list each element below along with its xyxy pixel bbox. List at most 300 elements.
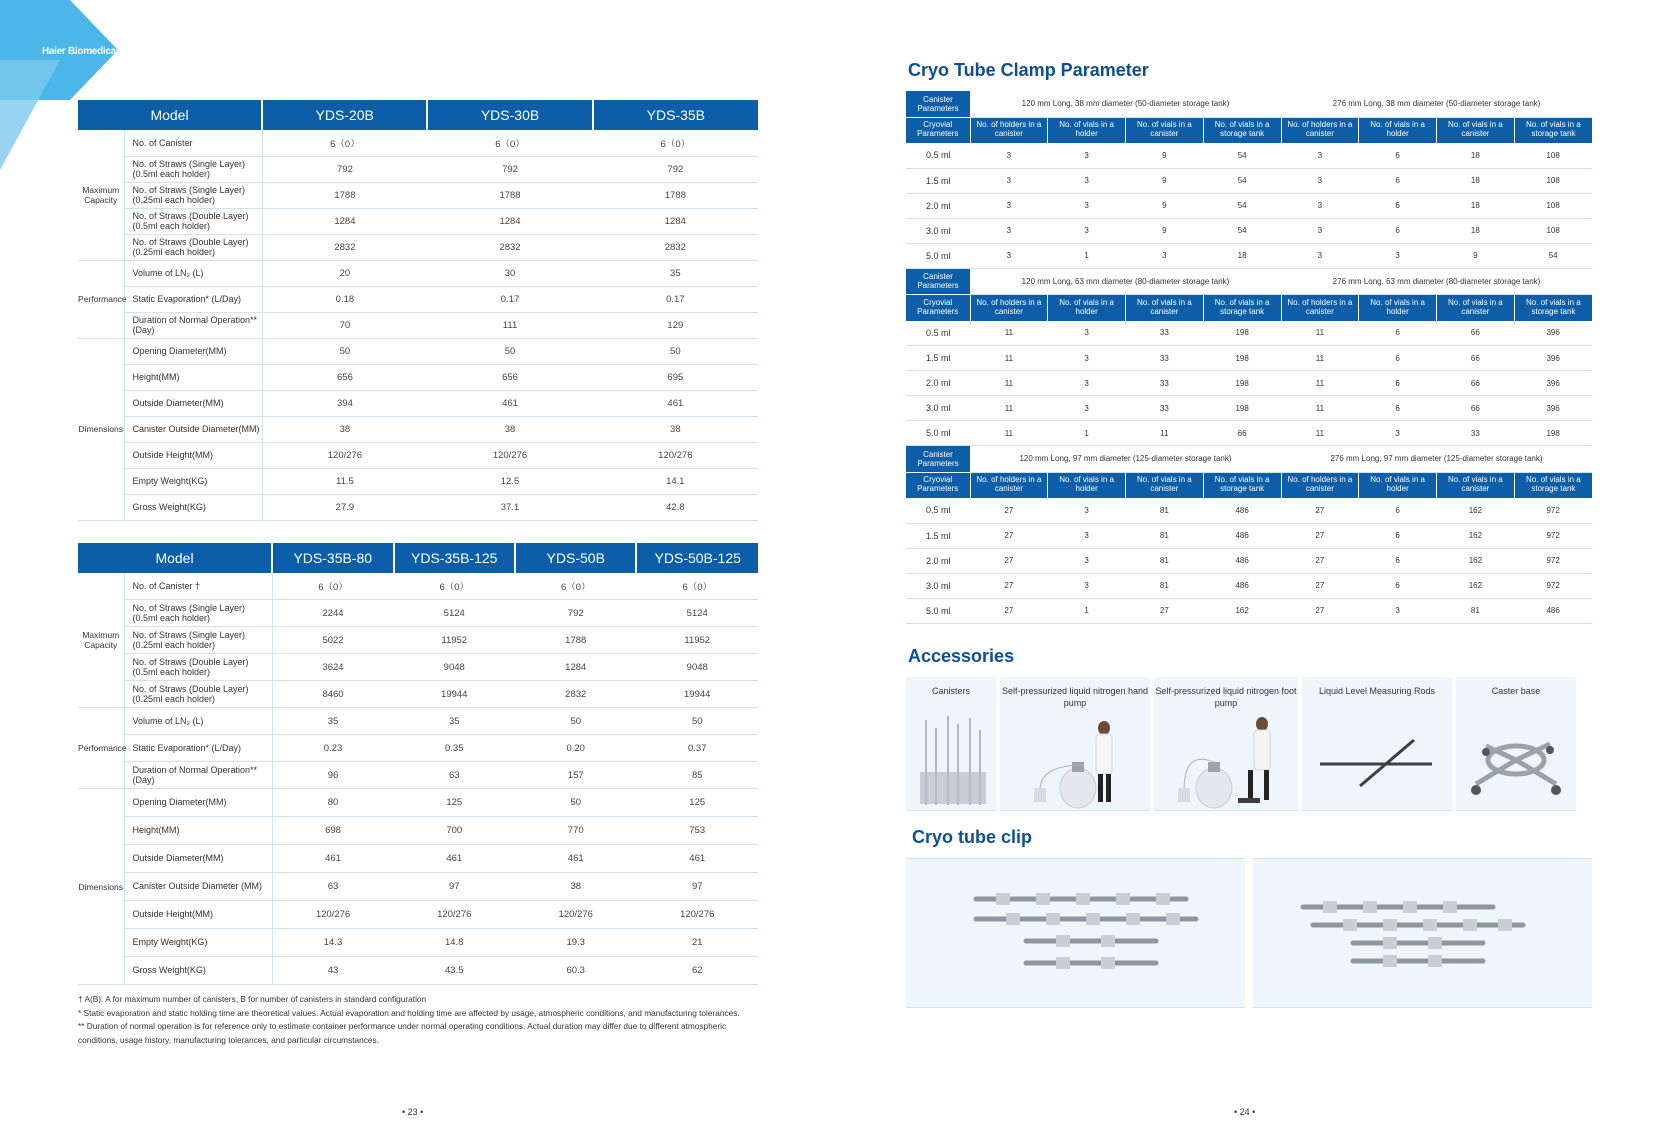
clamp-column-header: No. of holders in a canister xyxy=(970,117,1048,143)
param-label: No. of Straws (Double Layer) (0.25ml each holder) xyxy=(124,234,262,260)
clamp-value: 27 xyxy=(970,498,1048,523)
canisters-image xyxy=(906,710,996,810)
clamp-value: 3 xyxy=(1048,498,1126,523)
clamp-value: 3 xyxy=(1281,143,1359,168)
spec-value: 14.8 xyxy=(394,929,515,957)
clamp-value: 11 xyxy=(1281,421,1359,446)
spec-table-2 xyxy=(78,543,758,986)
spec-value: 43 xyxy=(272,957,393,985)
clamp-value: 108 xyxy=(1514,168,1592,193)
clamp-value: 162 xyxy=(1437,548,1515,573)
param-label: Volume of LN₂ (L) xyxy=(124,708,272,735)
spec-table-2-body xyxy=(78,573,758,985)
vial-size: 1.5 ml xyxy=(906,523,970,548)
level-rods-image xyxy=(1302,710,1452,810)
clamp-value: 3 xyxy=(1048,321,1126,346)
vial-size: 3.0 ml xyxy=(906,218,970,243)
model-header: Model xyxy=(78,543,272,573)
clamp-row xyxy=(906,321,1592,346)
clamp-value: 11 xyxy=(1281,396,1359,421)
spec-row xyxy=(78,416,758,442)
clamp-value: 486 xyxy=(1203,523,1281,548)
param-label: No. of Straws (Single Layer) (0.5ml each holder) xyxy=(124,600,272,627)
param-label: Empty Weight(KG) xyxy=(124,468,262,494)
clamp-value: 66 xyxy=(1437,371,1515,396)
clamp-value: 3 xyxy=(1048,371,1126,396)
spec-value: 21 xyxy=(636,929,758,957)
spec-row xyxy=(78,286,758,312)
clamp-column-header: No. of vials in a holder xyxy=(1048,295,1126,321)
clamp-value: 3 xyxy=(1281,168,1359,193)
spec-value: 0.20 xyxy=(515,735,636,762)
canister-parameters-label: Canister Parameters xyxy=(906,446,970,472)
spec-table-1 xyxy=(78,100,758,521)
canister-spec-left: 120 mm Long, 38 mm diameter (50-diameter storage tank) xyxy=(970,91,1281,117)
accessory-hand-pump xyxy=(1000,677,1150,811)
clamp-value: 54 xyxy=(1203,218,1281,243)
page-number-left: • 23 • xyxy=(402,1107,424,1117)
clamp-value: 486 xyxy=(1203,573,1281,598)
clamp-value: 33 xyxy=(1126,371,1204,396)
clamp-value: 6 xyxy=(1359,193,1437,218)
spec-table-1-body xyxy=(78,130,758,520)
spec-value: 461 xyxy=(636,845,758,873)
spec-value: 80 xyxy=(272,789,393,817)
spec-row xyxy=(78,654,758,681)
clamp-value: 11 xyxy=(1281,321,1359,346)
clamp-column-header: No. of vials in a storage tank xyxy=(1203,472,1281,498)
spec-value: 0.17 xyxy=(593,286,758,312)
clamp-value: 486 xyxy=(1203,548,1281,573)
clamp-value: 33 xyxy=(1126,346,1204,371)
clamp-value: 6 xyxy=(1359,143,1437,168)
clamp-row xyxy=(906,498,1592,523)
spec-value: 85 xyxy=(636,762,758,789)
clamp-column-header: No. of vials in a holder xyxy=(1048,472,1126,498)
cryovial-header-row xyxy=(906,117,1592,143)
clamp-row xyxy=(906,548,1592,573)
vial-size: 5.0 ml xyxy=(906,421,970,446)
clamp-row xyxy=(906,193,1592,218)
spec-value: 695 xyxy=(593,364,758,390)
model-column-header: YDS-35B-125 xyxy=(394,543,515,573)
clamp-table xyxy=(906,91,1592,269)
clamp-value: 3 xyxy=(970,168,1048,193)
spec-value: 19.3 xyxy=(515,929,636,957)
spec-value: 14.1 xyxy=(593,468,758,494)
spec-value: 461 xyxy=(272,845,393,873)
spec-row xyxy=(78,130,758,156)
spec-table-1-header xyxy=(78,100,758,130)
clamp-value: 11 xyxy=(1126,421,1204,446)
clamp-value: 11 xyxy=(1281,346,1359,371)
clamp-value: 3 xyxy=(970,143,1048,168)
cryovial-parameters-label: Cryovial Parameters xyxy=(906,295,970,321)
canister-header-row xyxy=(906,269,1592,295)
param-label: Gross Weight(KG) xyxy=(124,494,262,520)
left-page xyxy=(78,100,758,1048)
spec-row xyxy=(78,929,758,957)
clamp-column-header: No. of vials in a canister xyxy=(1126,117,1204,143)
param-label: Volume of LN₂ (L) xyxy=(124,260,262,286)
spec-value: 792 xyxy=(515,600,636,627)
cryovial-parameters-label: Cryovial Parameters xyxy=(906,117,970,143)
group-label: Performance xyxy=(78,708,124,789)
spec-value: 38 xyxy=(427,416,592,442)
spec-row xyxy=(78,735,758,762)
spec-value: 2832 xyxy=(427,234,592,260)
clamp-value: 3 xyxy=(1359,598,1437,623)
canister-spec-right: 276 mm Long, 97 mm diameter (125-diameter storage tank) xyxy=(1281,446,1592,472)
clamp-value: 6 xyxy=(1359,346,1437,371)
clamp-value: 11 xyxy=(970,396,1048,421)
param-label: No. of Straws (Single Layer) (0.5ml each holder) xyxy=(124,156,262,182)
hand-pump-image xyxy=(1000,710,1150,810)
clamp-column-header: No. of vials in a canister xyxy=(1126,295,1204,321)
clamp-value: 9 xyxy=(1126,143,1204,168)
spec-value: 20 xyxy=(262,260,427,286)
cryo-clip-image-2 xyxy=(1253,858,1592,1008)
canister-header-row xyxy=(906,91,1592,117)
clamp-value: 6 xyxy=(1359,498,1437,523)
spec-value: 60.3 xyxy=(515,957,636,985)
spec-value: 0.17 xyxy=(427,286,592,312)
spec-value: 97 xyxy=(636,873,758,901)
clamp-value: 162 xyxy=(1203,598,1281,623)
clamp-title: Cryo Tube Clamp Parameter xyxy=(908,60,1149,80)
spec-value: 700 xyxy=(394,817,515,845)
canister-header-row xyxy=(906,446,1592,472)
spec-value: 6（0） xyxy=(636,573,758,600)
clamp-value: 396 xyxy=(1514,346,1592,371)
cryo-clip-image xyxy=(906,859,1245,1009)
clamp-value: 6 xyxy=(1359,548,1437,573)
vial-size: 0.5 ml xyxy=(906,321,970,346)
footnote: † A(B): A for maximum number of canisters, B for number of canisters in standard configuration xyxy=(78,994,427,1004)
clamp-column-header: No. of vials in a storage tank xyxy=(1203,117,1281,143)
param-label: No. of Straws (Single Layer) (0.25ml each holder) xyxy=(124,182,262,208)
spec-value: 96 xyxy=(272,762,393,789)
spec-row xyxy=(78,182,758,208)
spec-value: 50 xyxy=(636,708,758,735)
clamp-column-header: No. of vials in a canister xyxy=(1126,472,1204,498)
clamp-column-header: No. of vials in a storage tank xyxy=(1514,117,1592,143)
clamp-column-header: No. of vials in a canister xyxy=(1437,472,1515,498)
spec-value: 5124 xyxy=(394,600,515,627)
accessory-label: Liquid Level Measuring Rods xyxy=(1318,685,1436,696)
spec-value: 394 xyxy=(262,390,427,416)
spec-row xyxy=(78,156,758,182)
clamp-value: 27 xyxy=(970,523,1048,548)
clamp-value: 54 xyxy=(1203,168,1281,193)
spec-value: 14.3 xyxy=(272,929,393,957)
clamp-value: 66 xyxy=(1437,321,1515,346)
group-label: Dimensions xyxy=(78,338,124,520)
spec-value: 38 xyxy=(262,416,427,442)
group-label: Maximum Capacity xyxy=(78,130,124,260)
spec-value: 50 xyxy=(262,338,427,364)
clamp-value: 162 xyxy=(1437,523,1515,548)
clamp-value: 81 xyxy=(1126,548,1204,573)
spec-value: 97 xyxy=(394,873,515,901)
spec-row xyxy=(78,957,758,985)
spec-row xyxy=(78,468,758,494)
spec-value: 2832 xyxy=(262,234,427,260)
clamp-value: 9 xyxy=(1437,243,1515,268)
clamp-tables xyxy=(906,91,1592,624)
group-label: Performance xyxy=(78,260,124,338)
clamp-row xyxy=(906,243,1592,268)
spec-value: 35 xyxy=(394,708,515,735)
spec-value: 70 xyxy=(262,312,427,338)
spec-value: 656 xyxy=(427,364,592,390)
right-page xyxy=(906,60,1592,1008)
param-label: Gross Weight(KG) xyxy=(124,957,272,985)
spec-value: 120/276 xyxy=(515,901,636,929)
spec-value: 5022 xyxy=(272,627,393,654)
spec-value: 11.5 xyxy=(262,468,427,494)
spec-row xyxy=(78,390,758,416)
spec-value: 157 xyxy=(515,762,636,789)
spec-value: 42.8 xyxy=(593,494,758,520)
clamp-row xyxy=(906,346,1592,371)
clamp-value: 66 xyxy=(1203,421,1281,446)
clamp-value: 11 xyxy=(970,321,1048,346)
spec-value: 9048 xyxy=(636,654,758,681)
accessory-label: Caster base xyxy=(1491,685,1541,696)
clamp-value: 18 xyxy=(1437,193,1515,218)
spec-value: 35 xyxy=(272,708,393,735)
clamp-table xyxy=(906,269,1592,447)
clamp-value: 33 xyxy=(1126,321,1204,346)
clamp-value: 3 xyxy=(1048,143,1126,168)
clamp-row xyxy=(906,573,1592,598)
canister-spec-left: 120 mm Long, 63 mm diameter (80-diameter storage tank) xyxy=(970,269,1281,295)
spec-value: 1284 xyxy=(262,208,427,234)
spec-value: 2244 xyxy=(272,600,393,627)
clamp-value: 162 xyxy=(1437,573,1515,598)
clamp-value: 66 xyxy=(1437,396,1515,421)
spec-value: 770 xyxy=(515,817,636,845)
clamp-value: 972 xyxy=(1514,523,1592,548)
clamp-value: 108 xyxy=(1514,193,1592,218)
spec-value: 461 xyxy=(427,390,592,416)
accessory-foot-pump xyxy=(1154,677,1298,811)
spec-value: 1788 xyxy=(262,182,427,208)
spec-value: 62 xyxy=(636,957,758,985)
accessory-label: Self-pressurized liquid nitrogen foot pump xyxy=(1155,685,1297,709)
vial-size: 2.0 ml xyxy=(906,371,970,396)
spec-value: 0.23 xyxy=(272,735,393,762)
clamp-row xyxy=(906,168,1592,193)
clamp-value: 33 xyxy=(1437,421,1515,446)
param-label: Empty Weight(KG) xyxy=(124,929,272,957)
spec-row xyxy=(78,208,758,234)
clamp-value: 396 xyxy=(1514,371,1592,396)
spec-value: 125 xyxy=(636,789,758,817)
clamp-value: 6 xyxy=(1359,371,1437,396)
clamp-value: 6 xyxy=(1359,573,1437,598)
param-label: No. of Straws (Single Layer) (0.25ml each holder) xyxy=(124,627,272,654)
spec-row xyxy=(78,442,758,468)
canister-spec-right: 276 mm Long, 63 mm diameter (80-diameter storage tank) xyxy=(1281,269,1592,295)
clamp-column-header: No. of holders in a canister xyxy=(970,472,1048,498)
param-label: No. of Canister † xyxy=(124,573,272,600)
clamp-row xyxy=(906,143,1592,168)
clamp-column-header: No. of vials in a storage tank xyxy=(1203,295,1281,321)
spec-row xyxy=(78,708,758,735)
clamp-value: 33 xyxy=(1126,396,1204,421)
accessories-row xyxy=(906,677,1592,811)
spec-value: 37.1 xyxy=(427,494,592,520)
clamp-value: 81 xyxy=(1126,523,1204,548)
clamp-value: 27 xyxy=(1281,573,1359,598)
spec-value: 6（0） xyxy=(593,130,758,156)
clamp-value: 162 xyxy=(1437,498,1515,523)
spec-value: 1788 xyxy=(427,182,592,208)
param-label: Outside Height(MM) xyxy=(124,442,262,468)
clamp-row xyxy=(906,523,1592,548)
clamp-value: 11 xyxy=(970,371,1048,396)
model-header: Model xyxy=(78,100,262,130)
param-label: Duration of Normal Operation** (Day) xyxy=(124,312,262,338)
clamp-value: 972 xyxy=(1514,548,1592,573)
spec-row xyxy=(78,627,758,654)
brand-logo: Haier Biomedical xyxy=(42,46,119,57)
spec-row xyxy=(78,234,758,260)
vial-size: 0.5 ml xyxy=(906,143,970,168)
clamp-value: 6 xyxy=(1359,396,1437,421)
clamp-value: 18 xyxy=(1437,143,1515,168)
group-label: Dimensions xyxy=(78,789,124,985)
clamp-value: 1 xyxy=(1048,598,1126,623)
spec-value: 461 xyxy=(593,390,758,416)
spec-table-2-header xyxy=(78,543,758,573)
clamp-value: 1 xyxy=(1048,243,1126,268)
spec-value: 656 xyxy=(262,364,427,390)
clamp-value: 108 xyxy=(1514,218,1592,243)
spec-value: 792 xyxy=(262,156,427,182)
clip-title: Cryo tube clip xyxy=(912,826,1033,847)
cryovial-header-row xyxy=(906,472,1592,498)
spec-value: 6（0） xyxy=(262,130,427,156)
clamp-value: 3 xyxy=(1281,218,1359,243)
clamp-value: 198 xyxy=(1514,421,1592,446)
spec-value: 0.18 xyxy=(262,286,427,312)
spec-value: 461 xyxy=(515,845,636,873)
clamp-value: 3 xyxy=(970,218,1048,243)
spec-value: 6（0） xyxy=(427,130,592,156)
accessories-title: Accessories xyxy=(908,645,1015,666)
vial-size: 2.0 ml xyxy=(906,193,970,218)
clamp-column-header: No. of vials in a holder xyxy=(1048,117,1126,143)
spec-row xyxy=(78,873,758,901)
spec-row xyxy=(78,364,758,390)
cryovial-header-row xyxy=(906,295,1592,321)
clamp-value: 9 xyxy=(1126,193,1204,218)
foot-pump-image xyxy=(1154,710,1298,810)
accessory-canisters xyxy=(906,677,996,811)
clamp-value: 198 xyxy=(1203,396,1281,421)
spec-value: 63 xyxy=(394,762,515,789)
spec-row xyxy=(78,573,758,600)
clamp-value: 1 xyxy=(1048,421,1126,446)
param-label: Height(MM) xyxy=(124,364,262,390)
clamp-value: 27 xyxy=(970,598,1048,623)
vial-size: 3.0 ml xyxy=(906,573,970,598)
clamp-column-header: No. of vials in a canister xyxy=(1437,117,1515,143)
spec-row xyxy=(78,681,758,708)
clamp-row xyxy=(906,218,1592,243)
clamp-value: 81 xyxy=(1126,498,1204,523)
accessory-label: Canisters xyxy=(931,685,970,696)
param-label: Outside Diameter(MM) xyxy=(124,845,272,873)
spec-value: 35 xyxy=(593,260,758,286)
clamp-column-header: No. of vials in a canister xyxy=(1437,295,1515,321)
clamp-value: 27 xyxy=(1281,523,1359,548)
vial-size: 0.5 ml xyxy=(906,498,970,523)
clamp-value: 198 xyxy=(1203,371,1281,396)
clamp-column-header: No. of vials in a holder xyxy=(1359,472,1437,498)
cryovial-parameters-label: Cryovial Parameters xyxy=(906,472,970,498)
clamp-value: 27 xyxy=(970,548,1048,573)
model-column-header: YDS-30B xyxy=(427,100,592,130)
clamp-value: 3 xyxy=(1281,193,1359,218)
spec-value: 1788 xyxy=(593,182,758,208)
param-label: Opening Diameter(MM) xyxy=(124,338,262,364)
spec-value: 6（0） xyxy=(394,573,515,600)
spec-value: 9048 xyxy=(394,654,515,681)
param-label: Outside Diameter(MM) xyxy=(124,390,262,416)
param-label: Canister Outside Diameter (MM) xyxy=(124,873,272,901)
spec-value: 0.37 xyxy=(636,735,758,762)
clip-row xyxy=(906,858,1592,1008)
spec-value: 129 xyxy=(593,312,758,338)
spec-value: 120/276 xyxy=(272,901,393,929)
spec-value: 698 xyxy=(272,817,393,845)
clamp-value: 11 xyxy=(1281,371,1359,396)
spec-value: 1284 xyxy=(515,654,636,681)
vial-size: 3.0 ml xyxy=(906,396,970,421)
clamp-value: 11 xyxy=(970,346,1048,371)
clamp-value: 486 xyxy=(1203,498,1281,523)
spec-value: 120/276 xyxy=(394,901,515,929)
clamp-value: 6 xyxy=(1359,218,1437,243)
spec-value: 1284 xyxy=(427,208,592,234)
clamp-column-header: No. of holders in a canister xyxy=(1281,472,1359,498)
param-label: Outside Height(MM) xyxy=(124,901,272,929)
spec-row xyxy=(78,600,758,627)
spec-value: 792 xyxy=(593,156,758,182)
spec-value: 6（0） xyxy=(515,573,636,600)
vial-size: 2.0 ml xyxy=(906,548,970,573)
clamp-column-header: No. of holders in a canister xyxy=(1281,117,1359,143)
spec-value: 27.9 xyxy=(262,494,427,520)
spec-row xyxy=(78,901,758,929)
clamp-value: 6 xyxy=(1359,523,1437,548)
clamp-column-header: No. of holders in a canister xyxy=(970,295,1048,321)
spec-value: 8460 xyxy=(272,681,393,708)
clamp-value: 27 xyxy=(1281,598,1359,623)
param-label: Static Evaporation* (L/Day) xyxy=(124,735,272,762)
clamp-value: 18 xyxy=(1437,168,1515,193)
spec-value: 11952 xyxy=(394,627,515,654)
param-label: Opening Diameter(MM) xyxy=(124,789,272,817)
clamp-value: 81 xyxy=(1126,573,1204,598)
spec-value: 11952 xyxy=(636,627,758,654)
clamp-value: 3 xyxy=(1281,243,1359,268)
spec-value: 2832 xyxy=(593,234,758,260)
